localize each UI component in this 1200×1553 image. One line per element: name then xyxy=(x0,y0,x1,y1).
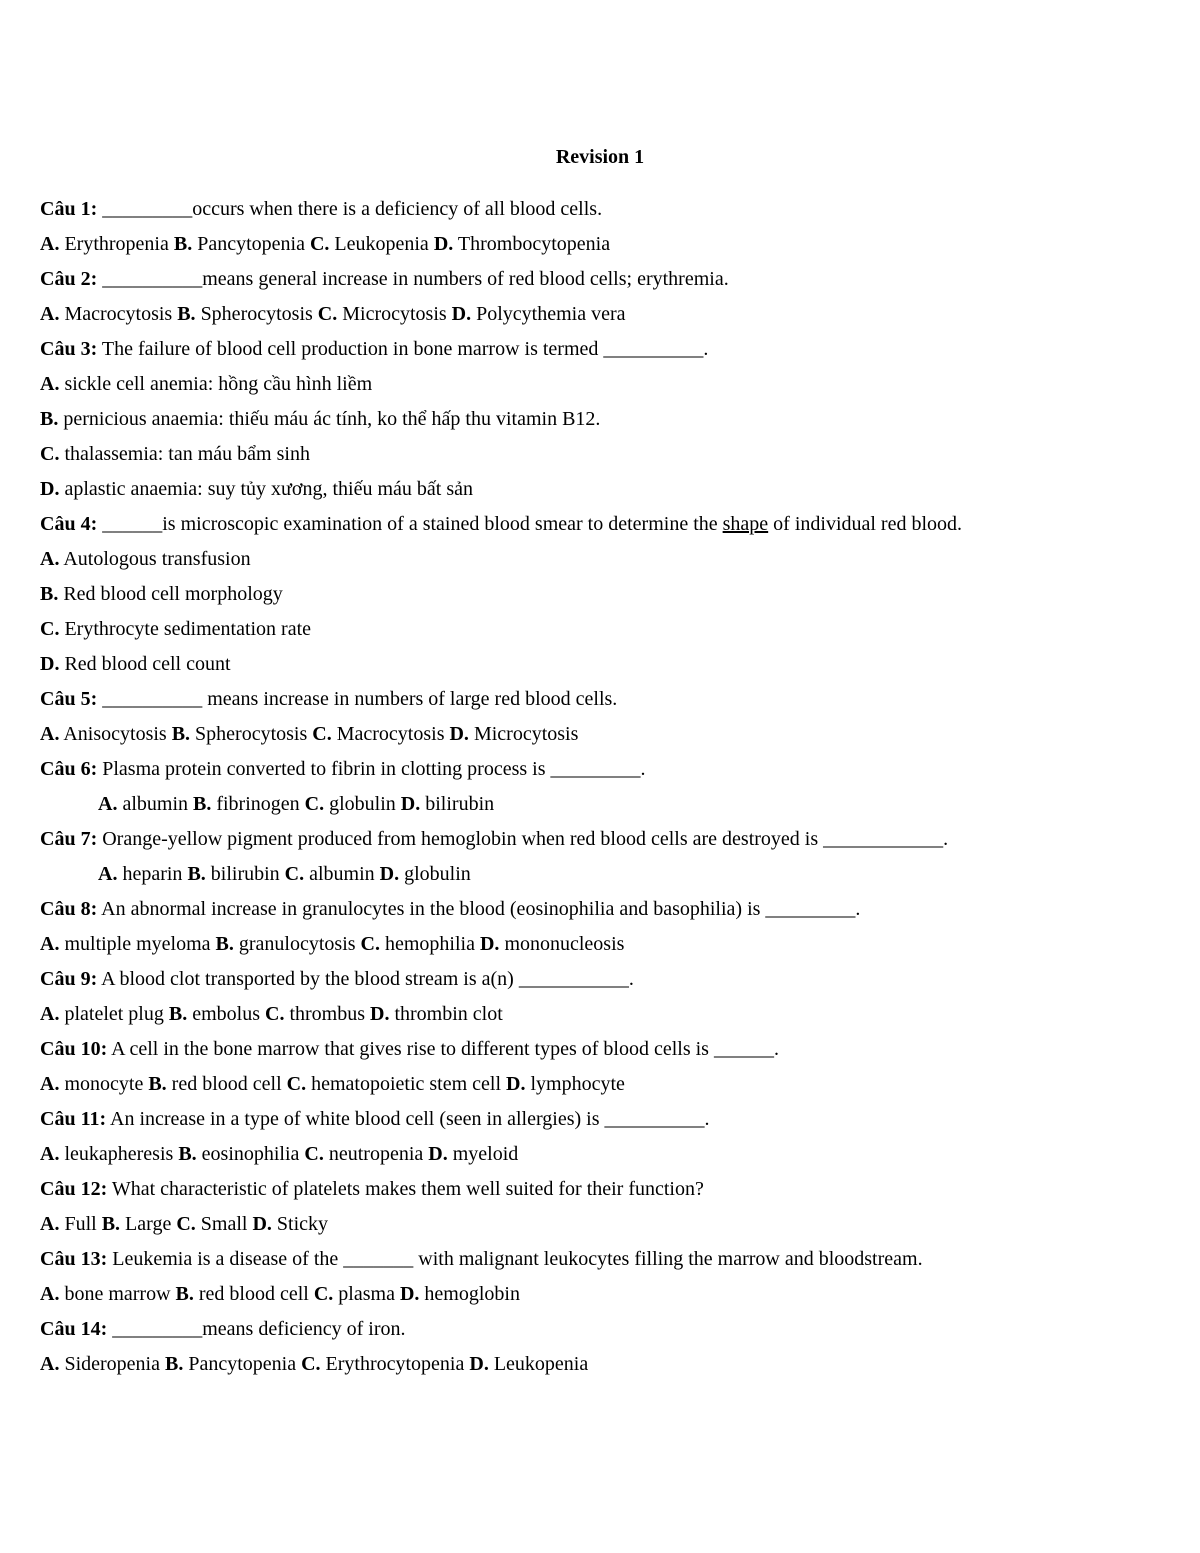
label-bold: A. xyxy=(98,793,118,815)
line-text: Sticky xyxy=(271,1213,329,1235)
answer-options-line xyxy=(40,472,1160,507)
line-text: of individual red blood. xyxy=(768,513,963,535)
label-bold: C. xyxy=(312,723,332,745)
label-bold: C. xyxy=(286,1073,307,1095)
line-text: lymphocyte xyxy=(525,1073,625,1095)
question-line xyxy=(40,962,1160,997)
question-line xyxy=(40,822,1160,857)
label-bold: D. xyxy=(252,1213,272,1235)
line-text: eosinophilia xyxy=(196,1143,305,1165)
line-text: platelet plug xyxy=(59,1003,169,1025)
line-text: Small xyxy=(195,1213,253,1235)
label-bold: B. xyxy=(148,1073,167,1095)
answer-options-line xyxy=(40,542,1160,577)
answer-options-line xyxy=(40,857,1160,892)
answer-options-line xyxy=(40,1207,1160,1242)
line-text: __________means general increase in numbers of red blood cells; erythremia. xyxy=(97,268,729,290)
answer-options-line xyxy=(40,402,1160,437)
label-bold: D. xyxy=(449,723,469,745)
question-line xyxy=(40,1312,1160,1347)
line-text: thalassemia: tan máu bẩm sinh xyxy=(59,443,310,465)
question-line xyxy=(40,682,1160,717)
question-line xyxy=(40,332,1160,367)
question-line xyxy=(40,1242,1160,1277)
line-text: Polycythemia vera xyxy=(471,303,626,325)
line-text: granulocytosis xyxy=(233,933,361,955)
label-bold: B. xyxy=(178,1143,197,1165)
line-text: neutropenia xyxy=(323,1143,429,1165)
line-text: pernicious anaemia: thiếu máu ác tính, ko thể hấp thu vitamin B12. xyxy=(58,408,601,430)
question-line xyxy=(40,752,1160,787)
label-bold: D. xyxy=(40,478,60,500)
label-bold: C. xyxy=(304,793,325,815)
label-bold: D. xyxy=(400,793,421,815)
label-bold: D. xyxy=(433,233,454,255)
label-bold: Câu 14: xyxy=(40,1318,108,1340)
line-text: ______is microscopic examination of a stained blood smear to determine the xyxy=(97,513,723,535)
question-line xyxy=(40,192,1160,227)
line-text: Leukopenia xyxy=(488,1353,589,1375)
question-line xyxy=(40,1102,1160,1137)
line-text: Sideropenia xyxy=(59,1353,165,1375)
line-text: globulin xyxy=(324,793,401,815)
page-title: Revision 1 xyxy=(555,146,645,168)
label-bold: C. xyxy=(313,1283,334,1305)
label-bold: D. xyxy=(370,1003,390,1025)
answer-options-line xyxy=(40,297,1160,332)
label-bold: D. xyxy=(451,303,472,325)
label-bold: A. xyxy=(40,1283,60,1305)
line-text: Leukemia is a disease of the _______ with malignant leukocytes filling the marrow and bloodstream. xyxy=(107,1248,923,1270)
label-bold: B. xyxy=(175,1283,194,1305)
line-text: Erythrocyte sedimentation rate xyxy=(59,618,312,640)
line-text: multiple myeloma xyxy=(59,933,216,955)
line-text: leukapheresis xyxy=(59,1143,179,1165)
answer-options-line xyxy=(40,717,1160,752)
line-text: Red blood cell morphology xyxy=(58,583,283,605)
label-bold: B. xyxy=(168,1003,188,1025)
line-text: Microcytosis xyxy=(468,723,579,745)
answer-options-line xyxy=(40,1277,1160,1312)
answer-options-line xyxy=(40,612,1160,647)
label-bold: B. xyxy=(193,793,212,815)
line-text: Pancytopenia xyxy=(183,1353,302,1375)
line-text: _________means deficiency of iron. xyxy=(107,1318,406,1340)
line-text: fibrinogen xyxy=(211,793,305,815)
answer-options-line xyxy=(40,647,1160,682)
label-bold: A. xyxy=(40,548,60,570)
line-text: heparin xyxy=(117,863,188,885)
line-text: Orange-yellow pigment produced from hemoglobin when red blood cells are destroyed is ____________. xyxy=(97,828,949,850)
label-bold: C. xyxy=(284,863,305,885)
line-text: A blood clot transported by the blood stream is a(n) ___________. xyxy=(97,968,634,990)
label-bold: Câu 2: xyxy=(40,268,98,290)
label-bold: D. xyxy=(479,933,500,955)
label-bold: B. xyxy=(101,1213,121,1235)
label-bold: A. xyxy=(40,1073,60,1095)
label-bold: C. xyxy=(317,303,338,325)
label-bold: A. xyxy=(40,373,60,395)
label-bold: Câu 5: xyxy=(40,688,98,710)
line-text: hemoglobin xyxy=(419,1283,520,1305)
line-text: Spherocytosis xyxy=(195,303,318,325)
line-text: Erythrocytopenia xyxy=(320,1353,470,1375)
line-text: aplastic anaemia: suy tủy xương, thiếu máu bất sản xyxy=(59,478,473,500)
label-bold: Câu 11: xyxy=(40,1108,107,1130)
line-text: _________occurs when there is a deficiency of all blood cells. xyxy=(97,198,603,220)
label-bold: Câu 6: xyxy=(40,758,98,780)
line-text: myeloid xyxy=(447,1143,519,1165)
question-line xyxy=(40,1172,1160,1207)
answer-options-line xyxy=(40,1067,1160,1102)
line-text: Red blood cell count xyxy=(59,653,231,675)
line-text: An increase in a type of white blood cell (seen in allergies) is __________. xyxy=(106,1108,710,1130)
label-bold: C. xyxy=(176,1213,196,1235)
line-text: __________ means increase in numbers of large red blood cells. xyxy=(97,688,618,710)
underlined-text: shape xyxy=(722,513,769,535)
document-page xyxy=(40,140,1160,1382)
label-bold: A. xyxy=(40,933,60,955)
answer-options-line xyxy=(40,437,1160,472)
label-bold: Câu 13: xyxy=(40,1248,108,1270)
line-text: thrombus xyxy=(284,1003,371,1025)
line-text: Plasma protein converted to fibrin in clotting process is _________. xyxy=(97,758,646,780)
label-bold: C. xyxy=(360,933,380,955)
label-bold: Câu 4: xyxy=(40,513,98,535)
question-line xyxy=(40,507,1160,542)
answer-options-line xyxy=(40,1137,1160,1172)
label-bold: B. xyxy=(177,303,196,325)
answer-options-line xyxy=(40,227,1160,262)
line-text: mononucleosis xyxy=(499,933,625,955)
line-text: Macrocytosis xyxy=(331,723,450,745)
line-text: albumin xyxy=(117,793,193,815)
line-text: Erythropenia xyxy=(59,233,174,255)
line-text: Macrocytosis xyxy=(59,303,178,325)
label-bold: C. xyxy=(265,1003,285,1025)
label-bold: C. xyxy=(40,443,60,465)
label-bold: B. xyxy=(40,583,59,605)
question-list xyxy=(40,192,1160,1382)
line-text: hematopoietic stem cell xyxy=(306,1073,507,1095)
line-text: red blood cell xyxy=(166,1073,287,1095)
answer-options-line xyxy=(40,1347,1160,1382)
line-text: sickle cell anemia: hồng cầu hình liềm xyxy=(59,373,373,395)
answer-options-line xyxy=(40,997,1160,1032)
line-text: monocyte xyxy=(59,1073,149,1095)
line-text: albumin xyxy=(304,863,380,885)
line-text: Spherocytosis xyxy=(190,723,313,745)
line-text: The failure of blood cell production in bone marrow is termed __________. xyxy=(97,338,709,360)
label-bold: D. xyxy=(428,1143,448,1165)
line-text: bilirubin xyxy=(420,793,495,815)
label-bold: C. xyxy=(40,618,60,640)
answer-options-line xyxy=(40,927,1160,962)
label-bold: C. xyxy=(304,1143,324,1165)
line-text: Full xyxy=(59,1213,102,1235)
line-text: plasma xyxy=(333,1283,400,1305)
line-text: hemophilia xyxy=(380,933,480,955)
label-bold: A. xyxy=(40,1213,60,1235)
line-text: Autologous transfusion xyxy=(59,548,251,570)
label-bold: B. xyxy=(164,1353,184,1375)
line-text: An abnormal increase in granulocytes in the blood (eosinophilia and basophilia) is _________. xyxy=(97,898,861,920)
label-bold: A. xyxy=(98,863,118,885)
line-text: What characteristic of platelets makes them well suited for their function? xyxy=(107,1178,704,1200)
label-bold: A. xyxy=(40,723,60,745)
line-text: Leukopenia xyxy=(329,233,434,255)
label-bold: D. xyxy=(40,653,60,675)
line-text: embolus xyxy=(187,1003,265,1025)
question-line xyxy=(40,892,1160,927)
line-text: Large xyxy=(120,1213,177,1235)
answer-options-line xyxy=(40,367,1160,402)
label-bold: A. xyxy=(40,303,60,325)
line-text: red blood cell xyxy=(193,1283,314,1305)
label-bold: A. xyxy=(40,233,60,255)
label-bold: Câu 3: xyxy=(40,338,98,360)
label-bold: B. xyxy=(40,408,59,430)
label-bold: D. xyxy=(379,863,400,885)
label-bold: Câu 7: xyxy=(40,828,98,850)
label-bold: B. xyxy=(171,723,191,745)
label-bold: Câu 8: xyxy=(40,898,98,920)
label-bold: A. xyxy=(40,1353,60,1375)
label-bold: B. xyxy=(187,863,206,885)
label-bold: Câu 10: xyxy=(40,1038,108,1060)
line-text: Pancytopenia xyxy=(192,233,310,255)
answer-options-line xyxy=(40,577,1160,612)
line-text: Microcytosis xyxy=(337,303,452,325)
label-bold: C. xyxy=(301,1353,321,1375)
question-line xyxy=(40,262,1160,297)
label-bold: B. xyxy=(215,933,234,955)
label-bold: Câu 9: xyxy=(40,968,98,990)
line-text: Anisocytosis xyxy=(59,723,172,745)
label-bold: Câu 12: xyxy=(40,1178,108,1200)
label-bold: A. xyxy=(40,1003,60,1025)
line-text: A cell in the bone marrow that gives rise to different types of blood cells is ______. xyxy=(107,1038,779,1060)
label-bold: D. xyxy=(506,1073,526,1095)
label-bold: D. xyxy=(399,1283,420,1305)
label-bold: A. xyxy=(40,1143,60,1165)
line-text: thrombin clot xyxy=(389,1003,503,1025)
line-text: globulin xyxy=(399,863,471,885)
label-bold: B. xyxy=(173,233,193,255)
line-text: bilirubin xyxy=(205,863,285,885)
label-bold: D. xyxy=(469,1353,489,1375)
label-bold: C. xyxy=(309,233,330,255)
answer-options-line xyxy=(40,787,1160,822)
line-text: bone marrow xyxy=(59,1283,176,1305)
label-bold: Câu 1: xyxy=(40,198,98,220)
question-line xyxy=(40,1032,1160,1067)
line-text: Thrombocytopenia xyxy=(453,233,611,255)
